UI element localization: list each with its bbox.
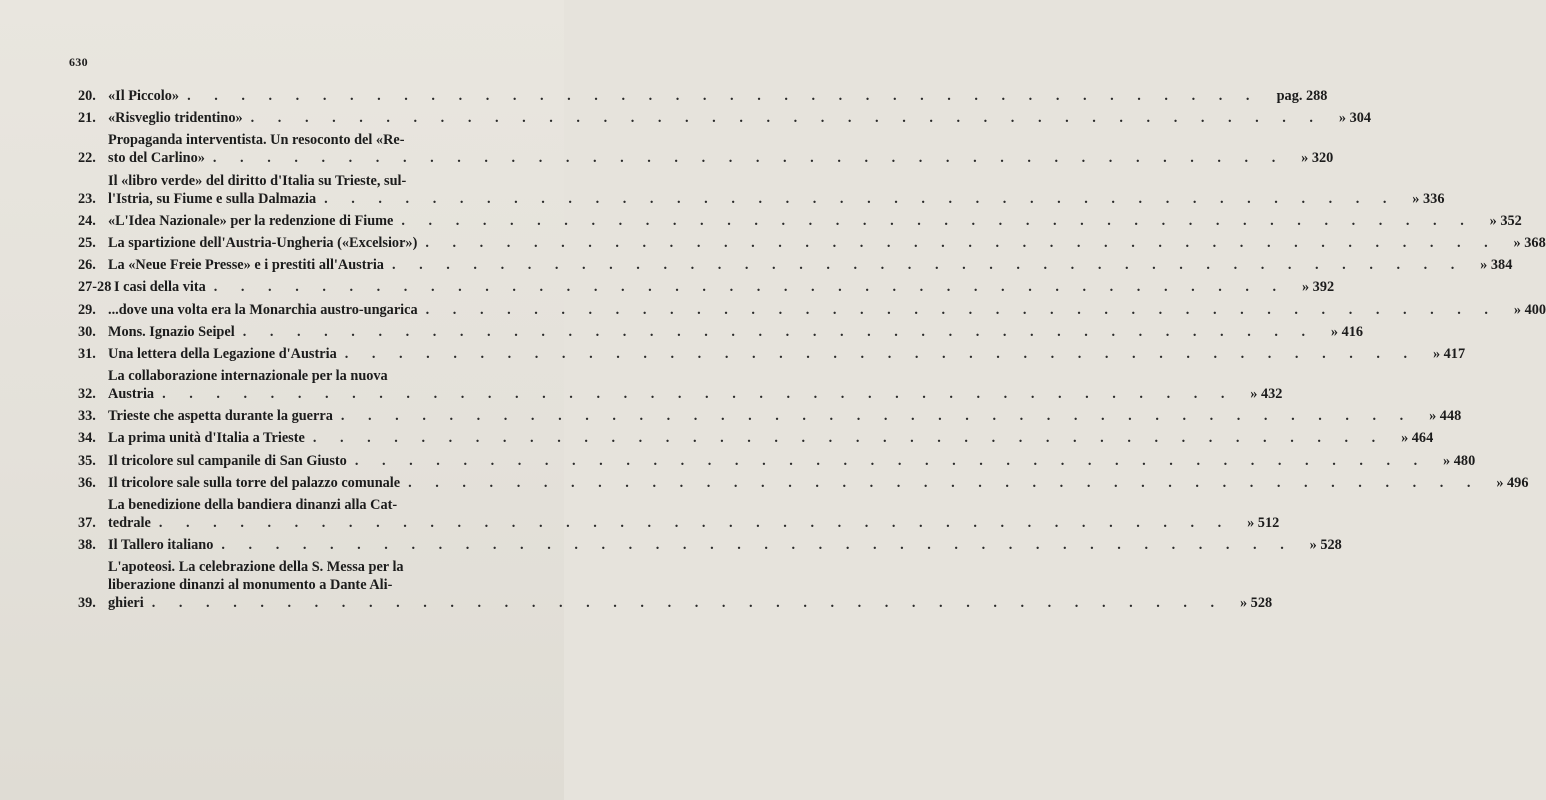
dot-leader: . . . . . . . . . . . . . . . . . . . . . . . . . . . . . . . . . . . . . . . . (354, 452, 1428, 469)
dot-leader: . . . . . . . . . . . . . . . . . . . . . . . . . . . . . . . . . . . . . . . . (221, 537, 1294, 554)
dot-leader: . . . . . . . . . . . . . . . . . . . . . . . . . . . . . . . . . . . . . . . . (250, 110, 1324, 127)
dot-leader: . . . . . . . . . . . . . . . . . . . . . . . . . . . . . . . . . . . . . . . . (213, 279, 1287, 296)
entry-number: 21. (78, 110, 96, 127)
toc-entry (78, 367, 1283, 403)
entry-title-line: «L'Idea Nazionale» per la redenzione di Fiume (108, 212, 394, 229)
entry-body (108, 558, 1273, 612)
toc-entry (78, 345, 1466, 363)
entry-title-line: Il tricolore sul campanile di San Giusto (108, 452, 347, 469)
entry-title-line: I casi della vita (114, 279, 206, 296)
entry-number: 22. (78, 150, 96, 167)
dot-leader: . . . . . . . . . . . . . . . . . . . . . . . . . . . . . . . . . . . . . . . . (425, 301, 1499, 318)
toc-entry (78, 212, 1522, 230)
dot-leader: . . . . . . . . . . . . . . . . . . . . . . . . . . . . . . . . . . . . . . . . (312, 430, 1386, 447)
entry-body (108, 172, 1445, 208)
entry-title-line: ghieri (108, 595, 144, 612)
page-reference: » 352 (1489, 212, 1522, 229)
page-reference: » 416 (1330, 323, 1364, 340)
toc-entry (78, 407, 1462, 425)
page-reference: » 464 (1401, 430, 1434, 447)
toc-entry (78, 474, 1529, 492)
entry-number: 33. (78, 408, 96, 425)
entry-number: 38. (78, 537, 96, 554)
entry-number: 25. (78, 234, 96, 251)
dot-leader: . . . . . . . . . . . . . . . . . . . . . . . . . . . . . . . . . . . . . . . . (324, 190, 1397, 207)
toc-entry (78, 131, 1334, 167)
entry-number: 23. (78, 190, 96, 207)
entry-title-line: La prima unità d'Italia a Trieste (108, 430, 305, 447)
toc-entry (78, 109, 1372, 127)
page-reference: » 496 (1496, 474, 1529, 491)
entry-body (108, 407, 1462, 425)
entry-title-line: Il tricolore sale sulla torre del palazzo comunale (108, 474, 401, 491)
toc-entry (78, 87, 1328, 105)
entry-title-line: La benedizione della bandiera dinanzi alla Cat- (108, 497, 398, 513)
entry-number: 30. (78, 323, 96, 340)
entry-body (108, 367, 1283, 403)
dot-leader: . . . . . . . . . . . . . . . . . . . . . . . . . . . . . . . . . . . . . . . . (344, 345, 1418, 362)
entry-title-line: Trieste che aspetta durante la guerra (108, 408, 333, 425)
page-reference: » 400 (1513, 301, 1546, 318)
entry-number: 24. (78, 212, 96, 229)
entry-title-line: liberazione dinanzi al monumento a Dante Ali- (108, 577, 393, 594)
toc-entry (78, 452, 1476, 470)
page-reference: » 528 (1239, 595, 1273, 612)
entry-body (108, 301, 1546, 319)
entry-number: 20. (78, 88, 96, 104)
entry-body (108, 131, 1334, 167)
dot-leader: . . . . . . . . . . . . . . . . . . . . . . . . . . . . . . . . . . . . . . . . (242, 323, 1316, 340)
entry-title-line: La collaborazione internazionale per la nuova (108, 368, 388, 385)
entry-number: 26. (78, 257, 96, 274)
page-reference: » 432 (1250, 386, 1283, 403)
entry-title-line: Una lettera della Legazione d'Austria (108, 345, 337, 362)
dot-leader: . . . . . . . . . . . . . . . . . . . . . . . . . . . . . . . . . . . . . . . . (212, 150, 1286, 167)
toc-entry (78, 496, 1280, 532)
page-reference: » 304 (1338, 110, 1372, 127)
entry-title-line: tedrale (108, 515, 151, 531)
entry-body (108, 452, 1476, 470)
entry-title-line: Austria (108, 386, 155, 403)
entry-number: 35. (78, 452, 96, 469)
page-reference: » 417 (1432, 345, 1466, 362)
entry-body (108, 474, 1529, 492)
table-of-contents (78, 87, 1546, 617)
toc-entry (78, 172, 1445, 208)
toc-entry (78, 301, 1546, 319)
toc-entry (78, 234, 1546, 252)
entry-title-line: La «Neue Freie Presse» e i prestiti all'Austria (108, 257, 384, 274)
dot-leader: . . . . . . . . . . . . . . . . . . . . . . . . . . . . . . . . . . . . . . . . (187, 88, 1260, 104)
toc-entry (78, 278, 1335, 296)
page-reference: » 512 (1247, 515, 1280, 531)
page-reference: » 448 (1429, 408, 1462, 425)
entry-number: 37. (78, 515, 96, 531)
entry-title-line: «Risveglio tridentino» (108, 110, 243, 127)
entry-body (108, 345, 1466, 363)
entry-number: 36. (78, 474, 96, 491)
entry-body (108, 212, 1522, 230)
entry-body (108, 536, 1342, 554)
page-reference: » 336 (1412, 190, 1445, 207)
entry-body (108, 109, 1372, 127)
entry-body (108, 87, 1328, 105)
entry-number: 34. (78, 430, 96, 447)
page-reference: » 528 (1309, 537, 1342, 554)
dot-leader: . . . . . . . . . . . . . . . . . . . . . . . . . . . . . . . . . . . . . . . . (340, 408, 1414, 425)
toc-entry (78, 558, 1273, 612)
entry-number: 39. (78, 595, 96, 612)
toc-entry (78, 429, 1434, 447)
entry-title-line: «Il Piccolo» (108, 88, 180, 104)
entry-body (108, 496, 1280, 532)
dot-leader: . . . . . . . . . . . . . . . . . . . . . . . . . . . . . . . . . . . . . . . . (162, 386, 1235, 403)
page-reference: » 392 (1301, 279, 1335, 296)
dot-leader: . . . . . . . . . . . . . . . . . . . . . . . . . . . . . . . . . . . . . . . . (408, 474, 1481, 491)
page-reference: » 320 (1301, 150, 1334, 167)
dot-leader: . . . . . . . . . . . . . . . . . . . . . . . . . . . . . . . . . . . . . . . . (158, 515, 1232, 531)
entry-title-line: Il Tallero italiano (108, 537, 214, 554)
toc-entry (78, 323, 1364, 341)
entry-body (108, 256, 1513, 274)
entry-body (114, 278, 1335, 296)
entry-title-line: sto del Carlino» (108, 150, 205, 167)
page-reference: pag. 288 (1276, 88, 1328, 104)
entry-title-line: La spartizione dell'Austria-Ungheria («Excelsior») (108, 234, 418, 251)
entry-title-line: Propaganda interventista. Un resoconto del «Re- (108, 132, 405, 149)
entry-body (108, 429, 1434, 447)
dot-leader: . . . . . . . . . . . . . . . . . . . . . . . . . . . . . . . . . . . . . . . . (401, 212, 1474, 229)
page-reference: » 368 (1513, 234, 1546, 251)
entry-title-line: ...dove una volta era la Monarchia austro-ungarica (108, 301, 418, 318)
dot-leader: . . . . . . . . . . . . . . . . . . . . . . . . . . . . . . . . . . . . . . . . (391, 257, 1465, 274)
entry-number: 32. (78, 386, 96, 403)
entry-body (108, 323, 1364, 341)
entry-title-line: l'Istria, su Fiume e sulla Dalmazia (108, 190, 317, 207)
entry-number: 29. (78, 301, 96, 318)
entry-title-line: Il «libro verde» del diritto d'Italia su Trieste, sul- (108, 172, 407, 189)
entry-body (108, 234, 1546, 252)
toc-entry (78, 256, 1513, 274)
page-reference: » 480 (1443, 452, 1476, 469)
entry-title-line: L'apoteosi. La celebrazione della S. Messa per la (108, 559, 404, 576)
dot-leader: . . . . . . . . . . . . . . . . . . . . . . . . . . . . . . . . . . . . . . . . (425, 234, 1498, 251)
page-reference: » 384 (1480, 257, 1513, 274)
entry-number: 27-28 (78, 279, 112, 296)
page-number: 630 (69, 55, 88, 69)
entry-number: 31. (78, 345, 96, 362)
toc-entry (78, 536, 1342, 554)
dot-leader: . . . . . . . . . . . . . . . . . . . . . . . . . . . . . . . . . . . . . . . . (151, 595, 1225, 612)
entry-title-line: Mons. Ignazio Seipel (108, 323, 235, 340)
